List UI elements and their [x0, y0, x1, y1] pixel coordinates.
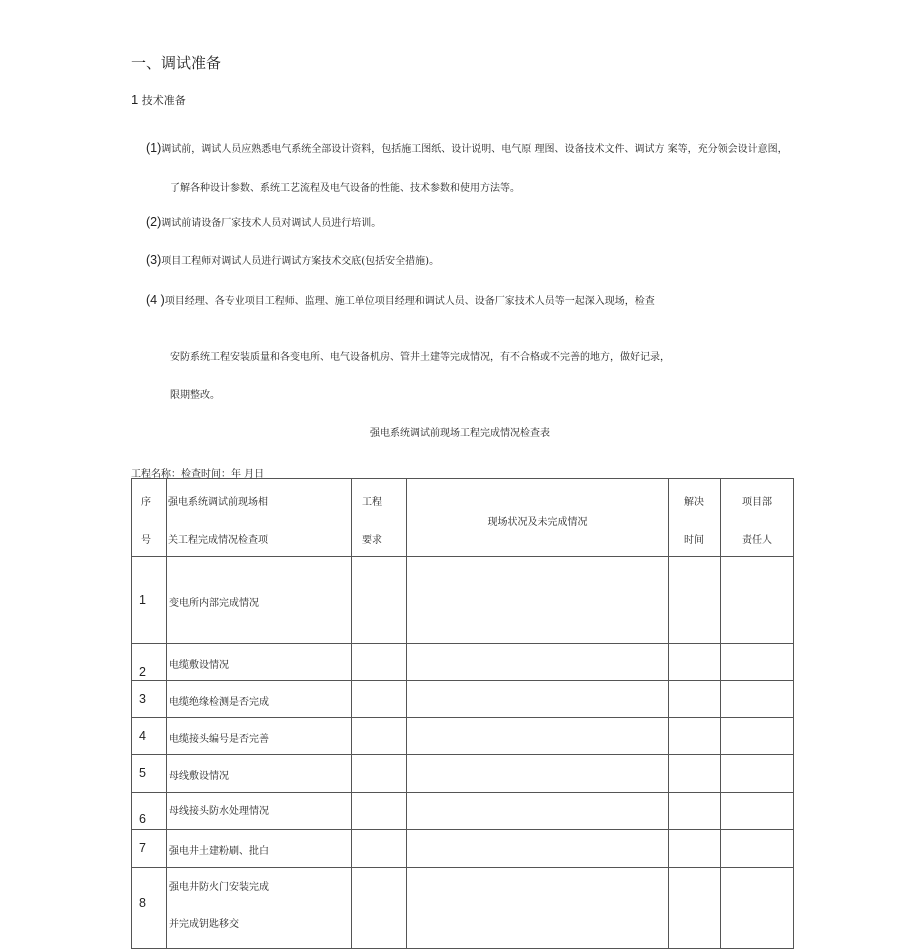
- table-header-row: [132, 479, 794, 557]
- row-number-cell: [132, 868, 167, 949]
- list-item-4-continuation: 限期整改。: [170, 390, 220, 401]
- subsection-title: 技术准备: [141, 94, 186, 107]
- row-owner-cell: [721, 793, 794, 830]
- item-text: 调试前，调试人员应熟悉电气系统全部设计资料，包括施工图纸、设计说明、电气原 理图、设备技术文件、调试方 案等，充分领会设计意图，: [161, 144, 788, 155]
- row-time-cell: [669, 830, 721, 868]
- row-time-cell: [669, 718, 721, 755]
- row-item-text: 母线敷设情况: [169, 771, 229, 782]
- row-owner-cell: [721, 557, 794, 644]
- item-number: (2): [146, 215, 162, 229]
- row-item-text: 变电所内部完成情况: [169, 598, 259, 609]
- row-item-text: 电缆绝缘检测是否完成: [169, 697, 269, 708]
- row-owner-cell: [721, 644, 794, 681]
- header-requirement: [352, 479, 407, 557]
- row-time-cell: [669, 557, 721, 644]
- subsection-number: 1: [131, 92, 139, 107]
- item-text: 调试前请设备厂家技术人员对调试人员进行培训。: [161, 218, 382, 229]
- header-text: 工程: [362, 497, 382, 508]
- row-owner-cell: [721, 718, 794, 755]
- header-text: 关工程完成情况检查项: [168, 535, 268, 546]
- header-resolve-time: [669, 479, 721, 557]
- row-item-text: 并完成钥匙移交: [169, 919, 239, 930]
- header-text: 项目部: [742, 497, 772, 508]
- header-status: [407, 479, 669, 557]
- row-owner-cell: [721, 830, 794, 868]
- row-status-cell: [407, 644, 669, 681]
- header-text: 现场状况及未完成情况: [487, 517, 588, 528]
- item-number: (3): [146, 253, 162, 267]
- header-text: 序: [141, 497, 151, 508]
- row-number: 8: [139, 896, 146, 910]
- row-item-cell: [167, 830, 352, 868]
- row-requirement-cell: [352, 868, 407, 949]
- row-number-cell: [132, 557, 167, 644]
- row-item-text: 强电井防火门安装完成: [169, 882, 269, 893]
- row-number-cell: [132, 718, 167, 755]
- row-owner-cell: [721, 681, 794, 718]
- row-item-text: 电缆接头编号是否完善: [169, 734, 269, 745]
- header-text: 号: [141, 535, 151, 546]
- row-item-cell: [167, 718, 352, 755]
- row-item-cell: [167, 644, 352, 681]
- row-number: 7: [139, 841, 146, 855]
- list-item-3: [146, 252, 439, 267]
- row-requirement-cell: [352, 557, 407, 644]
- row-owner-cell: [721, 755, 794, 793]
- row-requirement-cell: [352, 830, 407, 868]
- header-item: [167, 479, 352, 557]
- list-item-4-continuation: 安防系统工程安装质量和各变电所、电气设备机房、管井土建等完成情况，有不合格或不完善的地方，做好记录，: [170, 352, 670, 363]
- row-number: 5: [139, 766, 146, 780]
- table-row: [132, 830, 794, 868]
- subsection-heading: [131, 92, 186, 108]
- row-time-cell: [669, 644, 721, 681]
- row-number: 4: [139, 729, 146, 743]
- row-item-text: 母线接头防水处理情况: [169, 806, 269, 817]
- row-time-cell: [669, 755, 721, 793]
- section-heading: 一、调试准备: [131, 54, 222, 72]
- list-item-4: [146, 292, 655, 307]
- table-row: [132, 755, 794, 793]
- table-row: [132, 557, 794, 644]
- list-item-1: [146, 140, 788, 155]
- row-number-cell: [132, 681, 167, 718]
- row-status-cell: [407, 681, 669, 718]
- row-item-text: 电缆敷设情况: [169, 660, 229, 671]
- table-caption: 强电系统调试前现场工程完成情况检查表: [370, 428, 550, 439]
- table-row: [132, 644, 794, 681]
- row-item-cell: [167, 681, 352, 718]
- row-item-text: 强电井土建粉刷、批白: [169, 846, 269, 857]
- table-meta: 工程名称：检查时间：年 月日: [131, 469, 265, 480]
- table-row: [132, 793, 794, 830]
- table-row: [132, 681, 794, 718]
- header-text: 要求: [362, 535, 382, 546]
- header-text: 责任人: [742, 535, 772, 546]
- inspection-table: [131, 478, 794, 949]
- list-item-2: [146, 214, 381, 229]
- row-requirement-cell: [352, 755, 407, 793]
- row-time-cell: [669, 793, 721, 830]
- row-item-cell: [167, 755, 352, 793]
- row-item-cell: [167, 793, 352, 830]
- header-text: 强电系统调试前现场相: [168, 497, 268, 508]
- item-text: 项目工程师对调试人员进行调试方案技术交底(包括安全措施)。: [161, 256, 440, 267]
- list-item-1-continuation: 了解各种设计参数、系统工艺流程及电气设备的性能、技术参数和使用方法等。: [170, 183, 520, 194]
- table-row: [132, 868, 794, 949]
- row-status-cell: [407, 718, 669, 755]
- item-number: (4 ): [146, 293, 165, 307]
- row-number: 3: [139, 692, 146, 706]
- row-number: 1: [139, 593, 146, 607]
- row-owner-cell: [721, 868, 794, 949]
- row-number-cell: [132, 793, 167, 830]
- table-row: [132, 718, 794, 755]
- row-status-cell: [407, 830, 669, 868]
- header-owner: [721, 479, 794, 557]
- header-text: 解决: [684, 497, 704, 508]
- row-number-cell: [132, 644, 167, 681]
- item-number: (1): [146, 141, 162, 155]
- row-number-cell: [132, 830, 167, 868]
- header-text: 时间: [684, 535, 704, 546]
- row-requirement-cell: [352, 681, 407, 718]
- item-text: 项目经理、各专业项目工程师、监理、施工单位项目经理和调试人员、设备厂家技术人员等一起深入现场，检查: [164, 296, 655, 307]
- row-item-cell: [167, 557, 352, 644]
- row-status-cell: [407, 868, 669, 949]
- row-time-cell: [669, 681, 721, 718]
- row-requirement-cell: [352, 793, 407, 830]
- row-status-cell: [407, 557, 669, 644]
- row-number: 2: [139, 665, 146, 679]
- row-number-cell: [132, 755, 167, 793]
- row-number: 6: [139, 812, 146, 826]
- row-requirement-cell: [352, 718, 407, 755]
- row-requirement-cell: [352, 644, 407, 681]
- row-item-cell: [167, 868, 352, 949]
- row-status-cell: [407, 755, 669, 793]
- row-status-cell: [407, 793, 669, 830]
- header-no: [132, 479, 167, 557]
- row-time-cell: [669, 868, 721, 949]
